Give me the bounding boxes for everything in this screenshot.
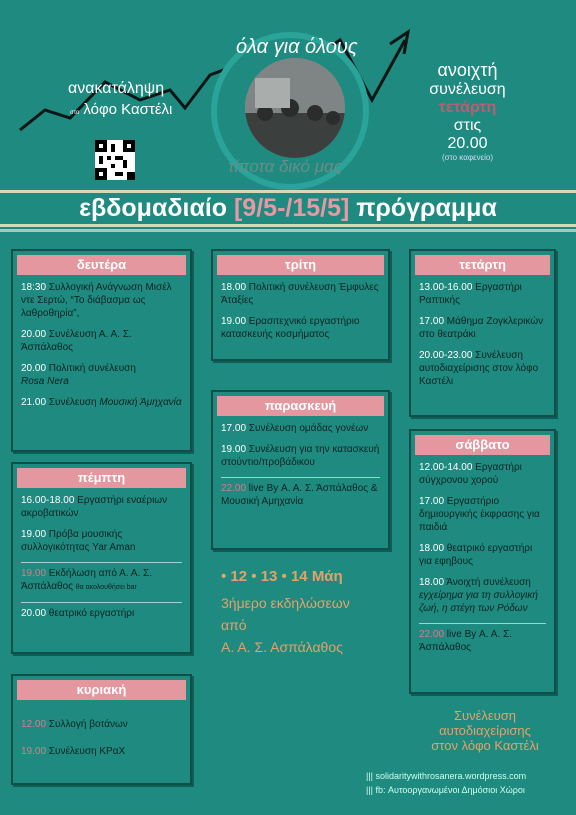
desc-line: από (221, 617, 247, 633)
event-separator (21, 562, 182, 563)
event-item: 19.00 Συνέλευση ΚΡαΧ (21, 746, 126, 757)
day-title: τετάρτη (415, 255, 550, 275)
event-separator (419, 623, 546, 624)
weekday-label: τετάρτη (438, 99, 497, 116)
event-item: 12.00 Συλλογή βοτάνων (21, 719, 128, 730)
event-item: 18:30 Συλλογική Ανάγνωση Μισέλ ντε Σερτώ, “Το διάβασμα ως λαθροθηρία”, (21, 282, 172, 319)
assembly-line: Συνέλευση (453, 708, 517, 723)
fb-prefix: ||| fb: (366, 785, 386, 795)
event-item: 22.00 live By Α. Α. Σ. Άσπάλαθος (419, 629, 512, 653)
event-separator (221, 477, 380, 478)
day-title: παρασκευή (217, 396, 384, 416)
event-item: 17.00 Μάθημα Ζογκλερικών στο θεατράκι (419, 316, 544, 340)
event-item: 16.00-18.00 Εργαστήρι εναέριων ακροβατικών (21, 495, 168, 519)
day-title: δευτέρα (17, 255, 186, 275)
divider-bottom (0, 229, 576, 232)
assembly-note (420, 708, 550, 753)
title-dates: [9/5-/15/5] (233, 194, 350, 222)
event-separator (21, 602, 182, 603)
event-item: 20.00 Συνέλευση Α. Α. Σ. Άσπάλαθος (21, 329, 132, 353)
event-item: 21.00 Συνέλευση Μουσική Άμηχανία (21, 397, 182, 408)
divider-top (0, 190, 576, 193)
place-name: λόφο Καστέλι (83, 101, 173, 118)
crowd-image (245, 58, 345, 158)
location-note: (στο καφενείο) (441, 153, 494, 162)
event-item: 18.00 Πολιτική συνέλευση Έμφυλες Άταξίες (221, 282, 379, 306)
divider-mid (0, 224, 576, 227)
day-title: κυριακή (17, 680, 186, 700)
small-preposition: στο (70, 110, 80, 116)
event-item: 12.00-14.00 Εργαστήρι σύγχρονου χορού (419, 462, 522, 486)
emblem-slogan-top: όλα για όλους (236, 36, 358, 58)
website-link[interactable]: ||| solidaritywithrosanera.wordpress.com (366, 771, 527, 781)
day-card-monday (11, 249, 192, 452)
assembly-label: συνέλευση (429, 81, 506, 98)
day-card-friday (211, 390, 390, 550)
crowd-photo (245, 58, 345, 158)
open-assembly-info (420, 60, 515, 162)
assembly-line: στον λόφο Καστέλι (431, 738, 539, 753)
assembly-line: αυτοδιαχείρισης (439, 723, 531, 738)
event-item: 19.00 Εκδήλωση από Α. Α. Σ. Άσπάλαθος θα ακολουθήσει bar (21, 568, 152, 592)
event-days-description (221, 592, 350, 658)
event-item: 20.00 Πολιτική συνέλευση Rosa Nera (21, 363, 136, 387)
qr-icon (95, 140, 135, 180)
day-card-thursday (11, 462, 192, 654)
event-item: 18.00 Άνοιχτή συνέλευση εγχείρημα για τη συλλογική ζωή, η στέγη των Ρόδων (419, 577, 538, 614)
day-card-wednesday (409, 249, 556, 417)
squat-label: ανακατάληψη (68, 80, 165, 97)
qr-code[interactable] (95, 140, 135, 180)
day-title: τρίτη (217, 255, 384, 275)
event-item: 19.00 Ερασιτεχνικό εργαστήριο κατασκευής κοσμήματος (221, 316, 360, 340)
event-item: 20.00-23.00 Συνέλευση αυτοδιαχείρισης στον λόφο Καστέλι (419, 350, 539, 387)
day-card-tuesday (211, 249, 390, 361)
event-item: 20.00 θεατρικό εργαστήρι (21, 608, 135, 619)
event-item: 17.00 Συνέλευση ομάδας γονέων (221, 423, 369, 434)
event-item: 17.00 Εργαστήριο δημιουργικής έκφρασης για παιδιά (419, 496, 540, 533)
event-item: 19.00 Συνέλευση για την κατασκευή στούντιο/προβάδικου (221, 444, 380, 468)
squat-place (70, 101, 172, 118)
day-card-sunday (11, 674, 192, 785)
event-item: 19.00 Πρόβα μουσικής συλλογικότητας Yar Aman (21, 529, 136, 553)
desc-line: Α. Α. Σ. Ασπάλαθος (221, 639, 343, 655)
event-item: 22.00 live By Α. Α. Σ. Άσπάλαθος & Μουσική Αμηχανία (221, 483, 378, 507)
facebook-link[interactable] (366, 785, 525, 795)
emblem-slogan-bottom: τίποτα δικό μας (228, 157, 343, 176)
at-label: στις (453, 117, 482, 134)
open-label: ανοιχτή (437, 60, 498, 80)
title-pre: εβδομαδιαίο (79, 194, 234, 222)
fb-name: Αυτοοργανωμένοι Δημόσιοι Χώροι (385, 785, 525, 795)
event-item: 13.00-16.00 Εργαστήρι Ραπτικής (419, 282, 522, 306)
day-card-saturday (409, 429, 556, 694)
time-label: 20.00 (447, 135, 488, 152)
event-item: 18.00 θεατρικό εργαστήρι για εφηβους (419, 543, 533, 567)
day-title: σάββατο (415, 435, 550, 455)
event-days: • 12 • 13 • 14 Μάη (221, 568, 343, 585)
page-title (0, 194, 576, 223)
day-title: πέμπτη (17, 468, 186, 488)
title-post: πρόγραμμα (349, 194, 497, 222)
desc-line: 3ήμερο εκδηλώσεων (221, 595, 350, 611)
